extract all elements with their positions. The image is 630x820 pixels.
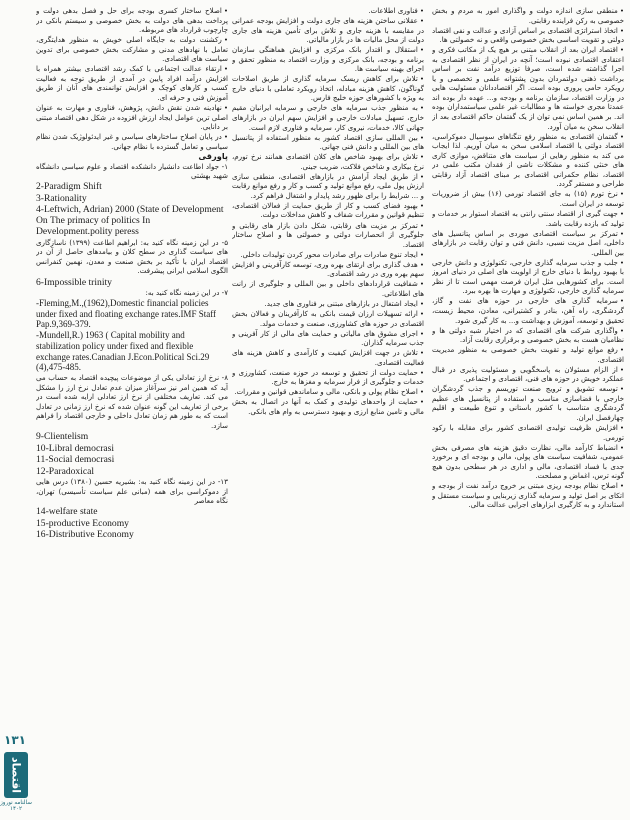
footnote-7: ۷- در این زمینه نگاه کنید به:: [145, 288, 228, 298]
footnote-14: 14-welfare state: [36, 506, 98, 518]
paragraph: • جهت گیری از اقتصاد سنتی رانتی به اقتصاد استوار بر خدمات و تولید که بازده رقابت باشد.: [432, 209, 624, 228]
footnote-12: 12-Paradoxical: [36, 465, 95, 477]
paragraph: • منطقی سازی اندازه دولت و واگذاری امور به مردم و بخش خصوصی به رکن فراینده رقابتی.: [432, 6, 624, 25]
paragraph: • گفتمان اقتصادی به منظور رفع تنگناهای سوسیال دموکراسی، اقتصاد دولتی یا اقتصاد اسلامی سخن به میان آوریم. لذا ایجاب می کند به منظور رهایی از سیاست های متناقض، موازی کاری های خنثی کننده و مشکلات ناشی از فقدان مکتب علمی در اقتصاد، نظام حکمرانی اقتصادی بر مبنای اقتصاد آزاد رقابتی طراحی و مستقر گردد.: [432, 132, 624, 189]
footnote-2: 2-Paradigm Shift: [36, 181, 102, 193]
paragraph: • فناوری اطلاعات.: [232, 6, 424, 16]
paragraph: • به منظور جذب سرمایه های خارجی و سرمایه ایرانیان مقیم خارج، تسهیل مبادلات خارجی و افزایش سهم ایران در بازارهای جهانی کالا، خدمات، نیروی کار، سرمایه و فناوری لازم است.: [232, 103, 424, 132]
paragraph: • از الزام مسئولان به پاسخگویی و مسئولیت پذیری در قبال عملکرد خویش در حوزه های فنی، اقتصادی و اجتماعی.: [432, 365, 624, 384]
magazine-logo: اقتصاد: [4, 752, 28, 798]
paragraph: • تمرکز بر سیاست اقتصادی موردی بر اساس پتانسیل های داخلی، اصل مزیت نسبی، دانش فنی و توان رقابت در بازارهای بین المللی.: [432, 229, 624, 258]
paragraph: • استقلال و اقتدار بانک مرکزی و افزایش هماهنگی سازمان برنامه و بودجه، بانک مرکزی و وزارت اقتصاد به منظور تحقق و اجرای بهینه سیاست ها.: [232, 45, 424, 74]
paragraph: • اصلاح نظام بودجه ریزی مبتنی بر خروج درآمد نفت از بودجه و اتکای بر اصل تولید و سرمایه گذاری زیربنایی و سیاست مستقل و استاندارد و به کارگیری ابزارهای اجرایی عدالت مالی.: [432, 481, 624, 510]
paragraph: • توسعه تشویق و ترویج صنعت توریسم و جذب گردشگران خارجی با فضاسازی مناسب و استفاده از پتانسیل های عظیم گردشگری متناسب با کشور باستانی و تنوع طبیعت و اقلیم چهارفصل ایران.: [432, 384, 624, 422]
paragraph: • افزایش ظرفیت تولیدی اقتصادی کشور برای مقابله با رکود تورمی.: [432, 423, 624, 442]
paragraph: • تلاش در جهت افزایش کیفیت و کارآمدی و کاهش هزینه های فعالیت اقتصادی.: [232, 348, 424, 367]
paragraph: • واگذاری شرکت های اقتصادی که در اختیار شبه دولتی ها و نظامیان هست به بخش خصوصی و برقراری رقابت آزاد.: [432, 326, 624, 345]
footnote-15: 15-productive Economy: [36, 517, 129, 529]
footnote-6: 6-Impossible trinity: [36, 276, 112, 288]
footnote-4: 4-Leftwich, Adrian) 2000 (State of Development On The primacy of politics In Development.polity peress: [36, 204, 224, 238]
paragraph: • اصلاح ساختار کسری بودجه برای حل و فصل بدهی دولت و پرداخت بدهی های دولت به بخش خصوصی و سیستم بانکی در چارچوب قرارداد های مربوطه.: [36, 6, 228, 35]
paragraph: • نهادینه شدن نقش دانش، پژوهش، فناوری و مهارت به عنوان اصلی ترین عوامل ایجاد ارزش افزوده در شکل دهی اقتصاد مبتنی بر دانایی.: [36, 103, 228, 132]
paragraph: • رکشنت دولت به جایگاه اصلی خویش به منظور هدایتگری، تعامل با نهادهای مدنی و مشارکت بخش خصوصی برای تدوین سیاست های اقتصادی.: [36, 35, 228, 64]
paragraph: • سرمایه گذاری های خارجی در حوزه های نفت و گاز، گردشگری، راه آهن، بنادر و کشتیرانی، معادن، محیط زیست، تحقیق و توسعه، آموزش و بهداشت و... به کار گیری شود.: [432, 296, 624, 325]
paragraph: • تمرکز بر مزیت های رقابتی، شکل دادن بازار های رقابتی و جلوگیری از انحصارات دولتی و خصولتی ها و اصلاح ساختار اقتصاد.: [232, 221, 424, 250]
paragraph: • از طریق ایجاد آرامش در بازارهای اقتصادی، منطقی سازی ارزش پول ملی، رفع موانع تولید و کسب و کار و رفع موانع رقابت و ... شرایط را برای ظهور رشد پایدار و اشتغال فراهم کرد.: [232, 172, 424, 201]
paragraph: • در پایان اصلاح ساختارهای سیاسی و غیر ایدئولوژیک شدن نظام سیاسی و تعامل گسترده با نظام جهانی.: [36, 132, 228, 151]
footnote-10: 10-Libral democrasi: [36, 442, 115, 454]
paragraph: • نرخ تورم (۱۵) به جای اقتصاد تورمی (۱۶) بیش از ضروریات توسعه در ایران است.: [432, 189, 624, 208]
page-sidebar: [0, 0, 30, 820]
paragraph: • حمایت دولت از تحقیق و توسعه در حوزه صنعت، کشاورزی و خدمات و جلوگیری از فرار سرمایه و مغزها به خارج.: [232, 368, 424, 387]
paragraph: • تلاش برای کاهش ریسک سرمایه گذاری از طریق اصلاحات گوناگون، کاهش هزینه مبادله، اتخاذ رویکرد تعاملی با دنیای خارج به ویژه با کشورهای حوزه خلیج فارس.: [232, 74, 424, 103]
middle-column: [232, 6, 424, 814]
footnote-1: ۱- جواد اطاعت دانشیار دانشکده اقتصاد و علوم سیاسی دانشگاه شهید بهشتی: [36, 161, 228, 181]
paragraph: • ارائه تسهیلات ارزان قیمت بانکی به کارآفرینان و فعالان بخش اقتصادی در حوزه های کشاورزی، صنعت و خدمات مولد.: [232, 309, 424, 328]
paragraph: • رفع موانع تولید و تقویت بخش خصوصی به منظور مدیریت اقتصادی.: [432, 345, 624, 364]
paragraph: • ارتقاء عدالت اجتماعی با کمک رشد اقتصادی بیشتر همراه با افزایش درآمد افراد پایین در آمدی از طریق توجه به فعالیت کسب و کارهای کوچک و افزایش توانمندی های آنان از طریق آموزش فنی و حرفه ای.: [36, 64, 228, 102]
paragraph: • اجرای مشوق های مالیاتی و حمایت های مالی از کار آفرینی و جذب سرمایه گذاران.: [232, 329, 424, 348]
footnote-5: ۵- در این زمینه نگاه کنید به: ابراهیم اطاعت (۱۳۹۹) ناسازگاری های سیاست گذاری در سطح کلان و بیامدهای حاصل از آن در اقتصاد ایران با تأکید بر بخش صنعت و معدن، نهمین کنفرانس الگوی اسلامی ایرانی پیشرفت.: [36, 237, 228, 276]
paragraph: • ایجاد تنوع صادرات برای صادرات محور کردن تولیدات داخلی.: [232, 250, 424, 260]
paragraph: • عقلانی ساختن هزینه های جاری دولت و افزایش بودجه عمرانی در مقایسه با هزینه جاری و تلاش برای تأمین هزینه های جاری دولت از محل مالیات ها در بازار مالیاتی.: [232, 16, 424, 45]
page-number: ۱۳۱: [4, 733, 26, 747]
issue-label: سالنامه نوروز ۱۴۰۲: [0, 800, 32, 812]
footnote-11: 11-Social democrasi: [36, 454, 115, 466]
paragraph: • اقتصاد ایران بعد از انقلاب مبتنی بر هیچ یک از مکاتب فکری و اعتقادی اقتصادی نبوده است؛ آنچه در ایران از نظر اقتصادی به اجرا گذاشته شده است، صرفا توزیع درآمد نفت بر اساس برداشت ذهنی دولتمردان بدون پشتوانه علمی و تخصصی و یا رویکرد حامی پروری بوده است. اگر اقتصاددانان مسئولیت هایی در وزارت اقتصاد، سازمان برنامه و بودجه و... عهده دار بوده اند عمدتا مجری خواسته ها و مطالبات غیر علمی سیاستمداران بوده اند. بر همین اساس نمی توان از یک گفتمان حاکم اقتصادی بعد از انقلاب سخن به میان آورد.: [432, 45, 624, 131]
paragraph: • اتخاذ استراتژی اقتصادی بر اساس آزادی و عدالت و نفی اقتصاد دولتی و تقویت اساسی بخش خصوصی واقعی و نه خصولتی ها.: [432, 26, 624, 45]
paragraph: • بین المللی سازی اقتصاد کشور به منظور استفاده از پتانسیل های بین المللی و دانش فنی جهانی.: [232, 133, 424, 152]
footnote-16: 16-Distributive Economy: [36, 529, 134, 541]
footnotes-heading: پاورقی: [198, 150, 228, 161]
footnote-7-ref-a: -Fleming,M.,(1962),Domestic financial policies under fixed and floating exchange rates.IMF Staff Pap.9,369-379.: [36, 298, 217, 330]
footnote-13: ۱۳- در این زمینه نگاه کنید به: بشیریه حسین (۱۳۸۰) درس هایی از دموکراسی برای همه (مبانی علم سیاست تأسیسی) تهران، نگاه معاصر: [36, 477, 228, 506]
footnote-8: ۸- نرخ ارز تعادلی یکی از موضوعات پیچیده اقتصاد به حساب می آید که همین امر نیز سرآغاز میزان عدم تعادل نرخ ارز را مشکل می کند. تعاریف مختلفی از نرخ ارز تعادلی ارایه شده است در برخی از تعاریف این گونه عنوان شده که نرخ ارز زمانی در تعادل است که به طور هم زمان تعادل داخلی و خارجی اقتصاد را فراهم سازد.: [36, 373, 228, 430]
paragraph: • بهبود فضای کسب و کار از طریق حمایت از فعالان اقتصادی، تنظیم قوانین و مقررات شفاف و کاهش مداخلات دولت.: [232, 201, 424, 220]
footnote-9: 9-Clientelism: [36, 431, 89, 443]
right-column: [432, 6, 624, 814]
paragraph: • جلب و جذب سرمایه گذاری خارجی، تکنولوژی و دانش خارجی با بهبود روابط با دنیای خارج از اولویت های اصلی در دنیای امروز است. برای کشورهایی مثل ایران فرصت مهمی است تا از نظر سرمایه گذاری خارجی، تکنولوژی و مهارت ها بهره ببرد.: [432, 258, 624, 296]
paragraph: • تلاش برای بهبود شاخص های کلان اقتصادی همانند نرخ تورم، نرخ بیکاری و شاخص فلاکت، ضریب جینی.: [232, 152, 424, 171]
footnote-7-ref-b: -Mundell,R.) 1963 ( Capital mobility and stabilization policy under fixed and flexible exchange rates.Canadian J.Econ.Political Sci.29 (4),475-485.: [36, 330, 210, 373]
left-column: [36, 6, 228, 814]
paragraph: • انضباط کارآمد مالی، نظارت دقیق هزینه های مصرفی بخش عمومی، شفافیت سیاست های پولی، مالی و بودجه ای و برخورد جدی با فساد اقتصادی، مالی و اداری در هر سطحی بدون هیچ گونه ترس، اغماض و مصلحت.: [432, 443, 624, 481]
paragraph: • حمایت از واحدهای تولیدی و کمک به آنها در اتصال به بخش مالی و تامین منابع ارزی و بهبود دسترسی به وام های بانکی.: [232, 397, 424, 416]
paragraph: • شفافیت قراردادهای داخلی و بین المللی و جلوگیری از رانت های اطلاعاتی.: [232, 279, 424, 298]
paragraph: • هدف گذاری برای ارتقای بهره وری، توسعه کارآفرینی و افزایش سهم بهره وری در رشد اقتصادی.: [232, 260, 424, 279]
paragraph: • ایجاد اشتغال در بازارهای مبتنی بر فناوری های جدید.: [232, 299, 424, 309]
paragraph: • اصلاح نظام پولی و بانکی، مالی و ساماندهی قوانین و مقررات.: [232, 387, 424, 397]
footnote-3: 3-Rationality: [36, 192, 87, 204]
